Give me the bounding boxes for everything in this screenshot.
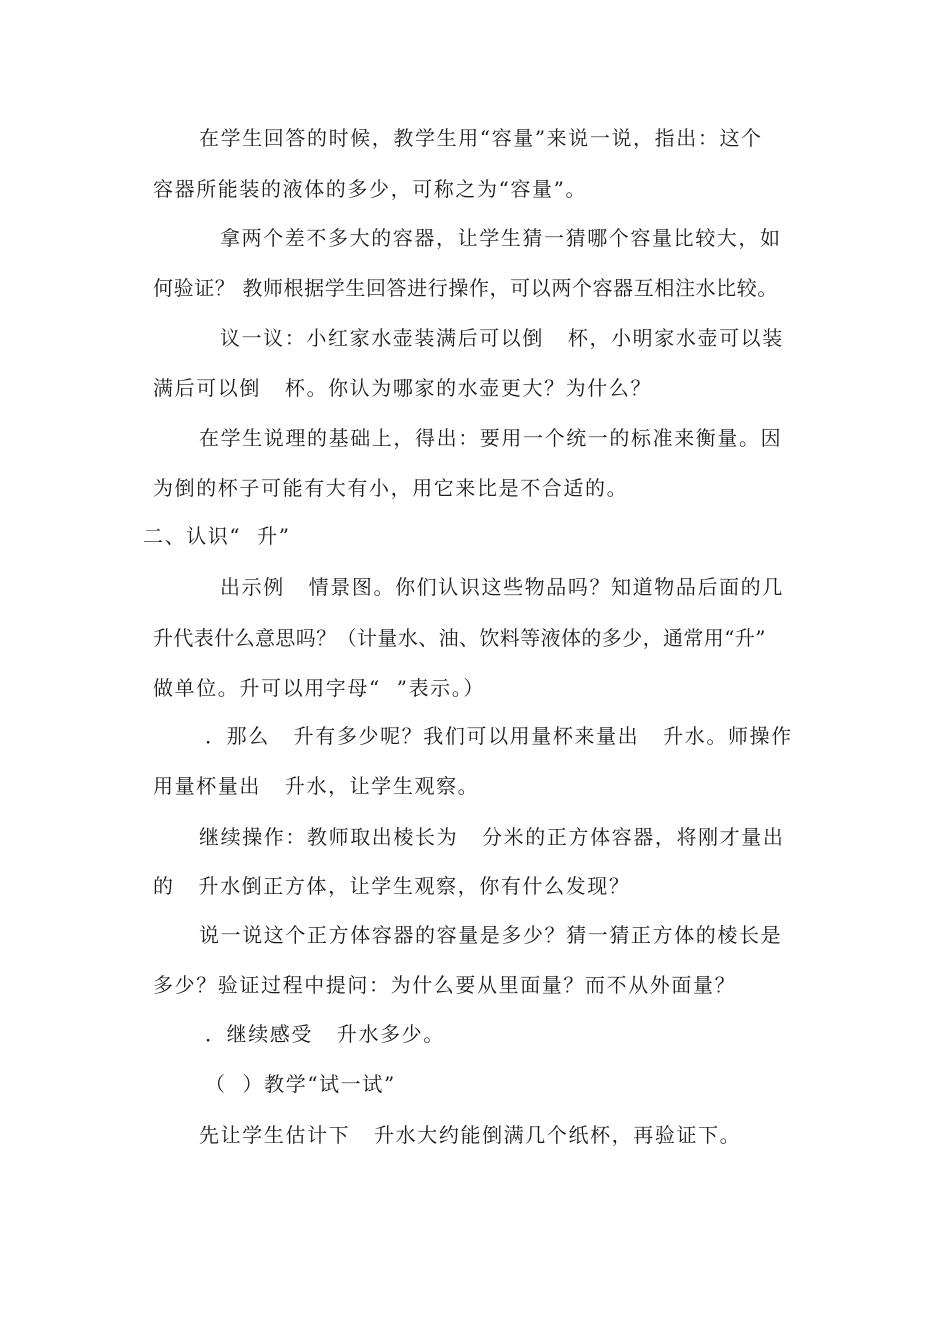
- paragraph-7-line-1: 继续操作：教师取出棱长为 分米的正方体容器，将刚才量出: [199, 825, 785, 849]
- subsection-heading: （ ）教学“试一试”: [205, 1072, 396, 1096]
- paragraph-8-line-2: 多少？验证过程中提问：为什么要从里面量？而不从外面量？: [153, 973, 737, 997]
- paragraph-3-line-2: 满后可以倒 杯。你认为哪家的水壶更大？为什么？: [153, 376, 653, 400]
- paragraph-6-line-1: ．那么 升有多少呢？我们可以用量杯来量出 升水。师操作: [205, 724, 793, 748]
- paragraph-3-line-1: 议一议：小红家水壶装满后可以倒 杯，小明家水壶可以装: [220, 326, 784, 350]
- paragraph-10-line-1: 先让学生估计下 升水大约能倒满几个纸杯，再验证下。: [199, 1123, 742, 1147]
- section-heading: 二、认识“ 升”: [143, 524, 291, 548]
- paragraph-2-line-2: 何验证？ 教师根据学生回答进行操作，可以两个容器互相注水比较。: [153, 276, 778, 300]
- paragraph-5-line-1: 出示例 情景图。你们认识这些物品吗？知道物品后面的几: [220, 575, 784, 599]
- paragraph-1-line-2: 容器所能装的液体的多少，可称之为“容量”。: [153, 177, 588, 201]
- paragraph-2-line-1: 拿两个差不多大的容器，让学生猜一猜哪个容量比较大，如: [220, 226, 782, 250]
- paragraph-4-line-2: 为倒的杯子可能有大有小，用它来比是不合适的。: [153, 476, 629, 500]
- paragraph-4-line-1: 在学生说理的基础上，得出：要用一个统一的标准来衡量。因: [199, 426, 783, 450]
- paragraph-1-line-1: 在学生回答的时候，教学生用“容量”来说一说，指出：这个: [199, 126, 763, 150]
- paragraph-7-line-2: 的 升水倒正方体，让学生观察，你有什么发现？: [153, 874, 631, 898]
- paragraph-9-line-1: ．继续感受 升水多少。: [205, 1022, 445, 1046]
- paragraph-8-line-1: 说一说这个正方体容器的容量是多少？猜一猜正方体的棱长是: [199, 923, 783, 947]
- paragraph-6-line-2: 用量杯量出 升水，让学生观察。: [153, 774, 480, 798]
- paragraph-5-line-2: 升代表什么意思吗？（计量水、油、饮料等液体的多少，通常用“升”: [153, 626, 766, 650]
- paragraph-5-line-3: 做单位。升可以用字母“ ”表示。）: [153, 676, 485, 700]
